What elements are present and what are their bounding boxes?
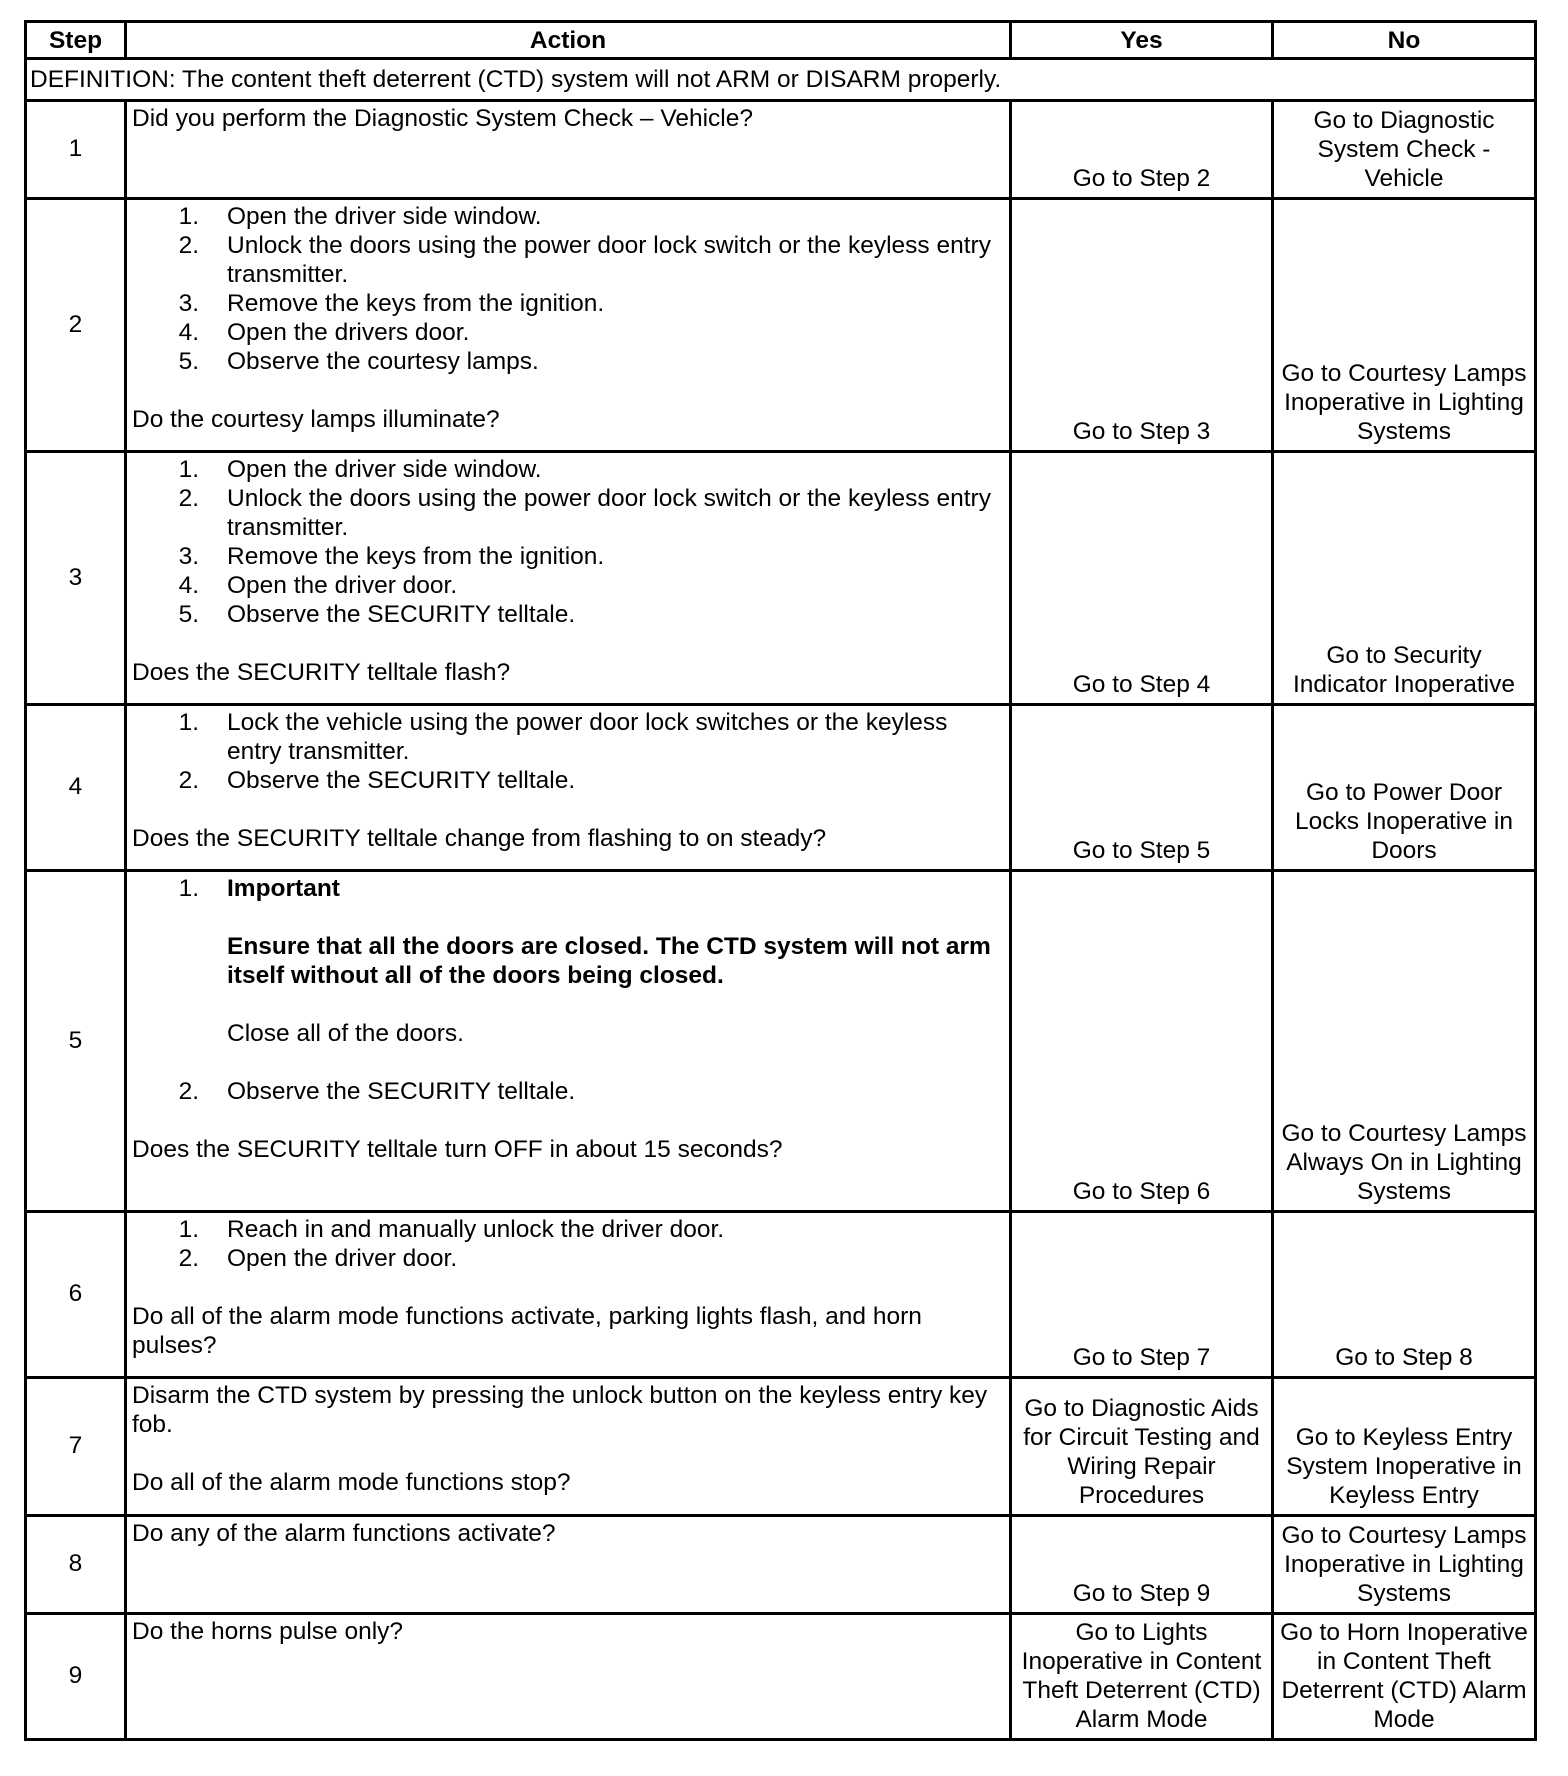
no-cell: Go to Diagnostic System Check - Vehicle	[1273, 101, 1536, 199]
yes-cell: Go to Step 4	[1011, 452, 1273, 705]
yes-cell: Go to Step 2	[1011, 101, 1273, 199]
table-row	[26, 1516, 1536, 1614]
action-list	[132, 1215, 1004, 1273]
list-item-text: Lock the vehicle using the power door lock switches or the keyless entry transmitter.	[227, 709, 948, 765]
list-item-text: Reach in and manually unlock the driver door.	[227, 1216, 725, 1243]
yes-cell: Go to Step 5	[1011, 705, 1273, 871]
list-item-text: Unlock the doors using the power door lock switch or the keyless entry transmitter.	[227, 232, 991, 288]
list-item	[132, 455, 1004, 484]
definition-text: DEFINITION: The content theft deterrent (CTD) system will not ARM or DISARM properly.	[26, 59, 1536, 101]
yes-cell: Go to Step 7	[1011, 1212, 1273, 1378]
list-item-number: 1.	[178, 875, 199, 902]
no-cell: Go to Courtesy Lamps Always On in Lighting Systems	[1273, 871, 1536, 1212]
list-item-number: 4.	[178, 572, 199, 599]
step-question: Did you perform the Diagnostic System Check – Vehicle?	[132, 105, 753, 132]
list-item-text: Open the driver door.	[227, 1245, 458, 1272]
no-cell: Go to Keyless Entry System Inoperative in Keyless Entry	[1273, 1378, 1536, 1516]
list-item-text: Unlock the doors using the power door lock switch or the keyless entry transmitter.	[227, 485, 991, 541]
action-cell	[126, 101, 1011, 199]
list-item-number: 1.	[178, 203, 199, 230]
list-item	[132, 202, 1004, 231]
list-item-number: 2.	[178, 232, 199, 259]
step-question: Do any of the alarm functions activate?	[132, 1520, 556, 1547]
list-item-text: Observe the SECURITY telltale.	[227, 1078, 576, 1105]
action-cell	[126, 452, 1011, 705]
yes-cell: Go to Lights Inoperative in Content Theft Deterrent (CTD) Alarm Mode	[1011, 1614, 1273, 1740]
step-number: 1	[26, 101, 126, 199]
list-item-number: 3.	[178, 543, 199, 570]
step-number: 2	[26, 199, 126, 452]
no-cell: Go to Security Indicator Inoperative	[1273, 452, 1536, 705]
list-item-number: 3.	[178, 290, 199, 317]
list-item	[132, 231, 1004, 289]
list-item-text: Observe the SECURITY telltale.	[227, 601, 576, 628]
list-item-text: Open the drivers door.	[227, 319, 470, 346]
table-row	[26, 871, 1536, 1212]
list-item-text: Remove the keys from the ignition.	[227, 543, 605, 570]
step-question: Does the SECURITY telltale change from flashing to on steady?	[132, 825, 827, 852]
no-cell: Go to Power Door Locks Inoperative in Doors	[1273, 705, 1536, 871]
list-item	[132, 708, 1004, 766]
step-number: 9	[26, 1614, 126, 1740]
list-item-text: Remove the keys from the ignition.	[227, 290, 605, 317]
step-number: 8	[26, 1516, 126, 1614]
header-yes: Yes	[1011, 22, 1273, 59]
action-cell	[126, 705, 1011, 871]
list-item-number: 2.	[178, 485, 199, 512]
step-question: Does the SECURITY telltale flash?	[132, 659, 511, 686]
list-item	[132, 874, 1004, 1077]
step-question: Do all of the alarm mode functions stop?	[132, 1469, 571, 1496]
table-row	[26, 1378, 1536, 1516]
yes-cell: Go to Step 3	[1011, 199, 1273, 452]
yes-cell: Go to Step 6	[1011, 871, 1273, 1212]
step-number: 6	[26, 1212, 126, 1378]
list-item	[132, 600, 1004, 629]
step-number: 7	[26, 1378, 126, 1516]
important-label: Important	[227, 875, 340, 902]
list-item-number: 2.	[178, 1245, 199, 1272]
list-item	[132, 1077, 1004, 1106]
list-item	[132, 484, 1004, 542]
list-item	[132, 1244, 1004, 1273]
list-item-number: 1.	[178, 709, 199, 736]
list-item	[132, 542, 1004, 571]
step-number: 5	[26, 871, 126, 1212]
list-item-text: Open the driver door.	[227, 572, 458, 599]
no-cell: Go to Courtesy Lamps Inoperative in Lighting Systems	[1273, 199, 1536, 452]
definition-row	[26, 59, 1536, 101]
step-number: 3	[26, 452, 126, 705]
list-item-number: 1.	[178, 1216, 199, 1243]
header-step: Step	[26, 22, 126, 59]
step-instruction: Disarm the CTD system by pressing the unlock button on the keyless entry key fob.	[132, 1382, 988, 1438]
list-item	[132, 766, 1004, 795]
step-question: Does the SECURITY telltale turn OFF in about 15 seconds?	[132, 1136, 783, 1163]
list-item-text: Observe the SECURITY telltale.	[227, 767, 576, 794]
table-row	[26, 1614, 1536, 1740]
action-list	[132, 455, 1004, 629]
action-cell	[126, 1378, 1011, 1516]
step-question: Do all of the alarm mode functions activate, parking lights flash, and horn pulses?	[132, 1303, 922, 1359]
header-action: Action	[126, 22, 1011, 59]
action-list	[132, 708, 1004, 795]
important-text: Ensure that all the doors are closed. The CTD system will not arm itself without all of the doors being closed.	[227, 933, 991, 989]
yes-cell: Go to Step 9	[1011, 1516, 1273, 1614]
header-row	[26, 22, 1536, 59]
action-cell	[126, 1614, 1011, 1740]
no-cell: Go to Horn Inoperative in Content Theft Deterrent (CTD) Alarm Mode	[1273, 1614, 1536, 1740]
list-item	[132, 1215, 1004, 1244]
diagnostic-table	[24, 20, 1537, 1741]
list-item-number: 4.	[178, 319, 199, 346]
list-item-number: 1.	[178, 456, 199, 483]
list-item	[132, 347, 1004, 376]
step-question: Do the horns pulse only?	[132, 1618, 404, 1645]
list-item-number: 2.	[178, 1078, 199, 1105]
important-action: Close all of the doors.	[227, 1020, 464, 1047]
table-row	[26, 199, 1536, 452]
no-cell: Go to Courtesy Lamps Inoperative in Lighting Systems	[1273, 1516, 1536, 1614]
list-item-text: Open the driver side window.	[227, 203, 542, 230]
action-cell	[126, 199, 1011, 452]
step-question: Do the courtesy lamps illuminate?	[132, 406, 500, 433]
list-item-text: Observe the courtesy lamps.	[227, 348, 539, 375]
action-cell	[126, 871, 1011, 1212]
list-item	[132, 318, 1004, 347]
step-number: 4	[26, 705, 126, 871]
action-cell	[126, 1516, 1011, 1614]
table-row	[26, 452, 1536, 705]
list-item-number: 5.	[178, 601, 199, 628]
table-row	[26, 101, 1536, 199]
table-row	[26, 705, 1536, 871]
no-cell: Go to Step 8	[1273, 1212, 1536, 1378]
table-row	[26, 1212, 1536, 1378]
action-cell	[126, 1212, 1011, 1378]
list-item-number: 2.	[178, 767, 199, 794]
yes-cell: Go to Diagnostic Aids for Circuit Testing and Wiring Repair Procedures	[1011, 1378, 1273, 1516]
action-list	[132, 202, 1004, 376]
list-item	[132, 571, 1004, 600]
list-item-number: 5.	[178, 348, 199, 375]
list-item	[132, 289, 1004, 318]
header-no: No	[1273, 22, 1536, 59]
list-item-text: Open the driver side window.	[227, 456, 542, 483]
